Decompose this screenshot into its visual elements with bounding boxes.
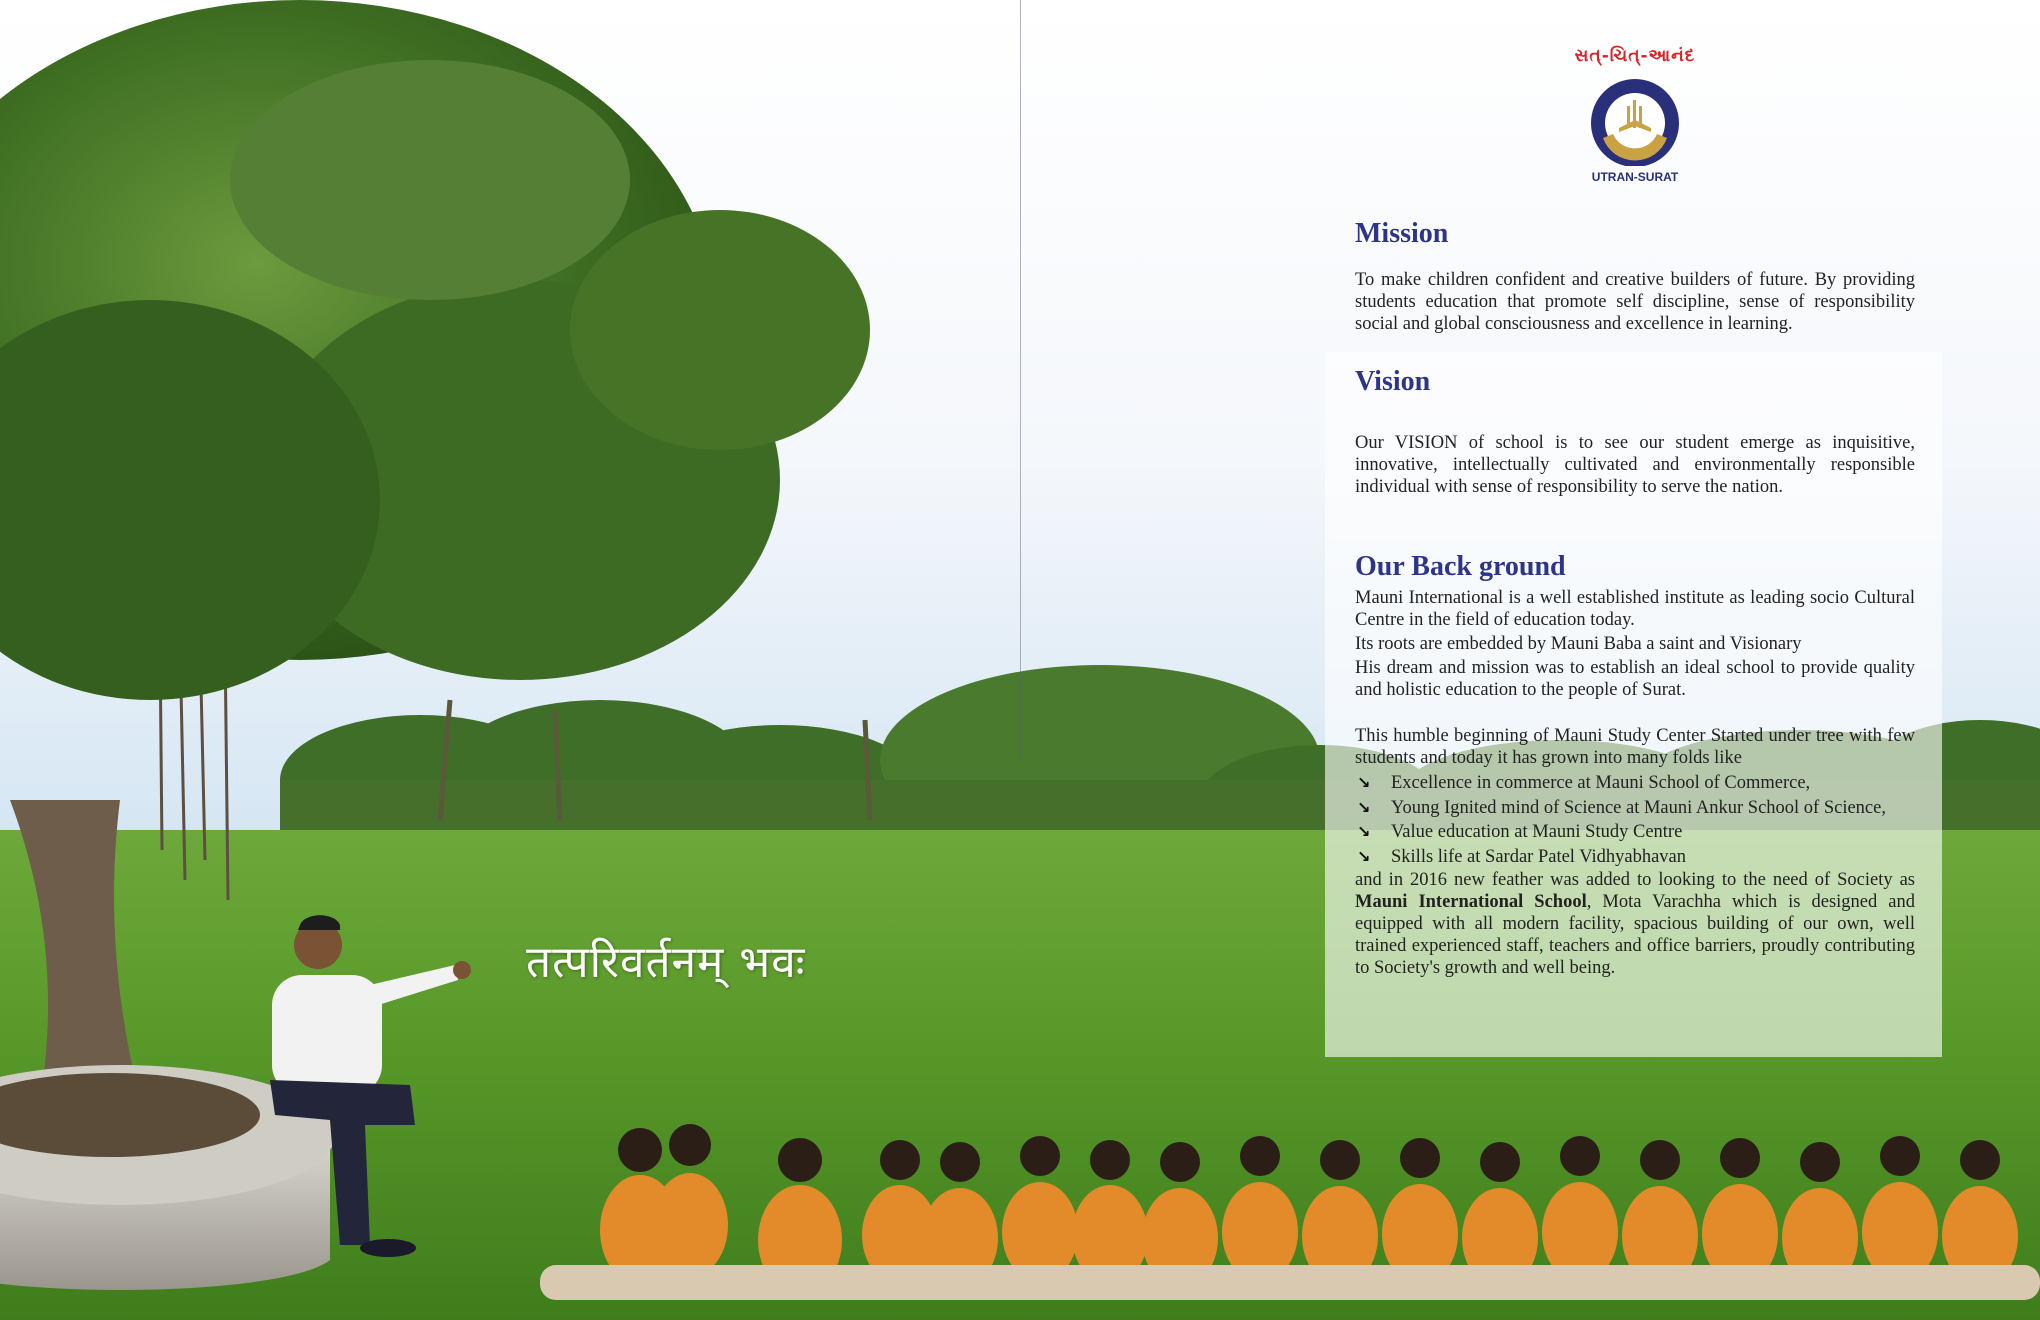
- vision-heading: Vision: [1355, 366, 1431, 397]
- list-item: ↘ Excellence in commerce at Mauni School of Commerce,: [1355, 771, 1915, 796]
- background-paragraph-1: Mauni International is a well established institute as leading socio Cultural Centre in the field of education today.: [1355, 588, 1915, 630]
- institutions-list: [1355, 771, 1915, 869]
- background-heading: Our Back ground: [1355, 551, 1566, 582]
- background-paragraph-3: His dream and mission was to establish an ideal school to provide quality and holistic education to the people of Surat.: [1355, 658, 1915, 700]
- background-paragraph-2: Its roots are embedded by Mauni Baba a saint and Visionary: [1355, 634, 1802, 654]
- background-paragraph-4: This humble beginning of Mauni Study Center Started under tree with few students and today it has grown into many folds like: [1355, 726, 1915, 768]
- list-item: ↘ Skills life at Sardar Patel Vidhyabhavan: [1355, 845, 1915, 870]
- brand-city: UTRAN-SURAT: [1591, 170, 1679, 184]
- mission-heading: Mission: [1355, 218, 1449, 249]
- background-paragraph-5: and in 2016 new feather was added to looking to the need of Society as Mauni International School, Mota Varachha which is designed and equipped with all modern facility, spacious building of our own, well trained experienced staff, teachers and office barriers, proudly contributing to Society's growth and well being.: [1355, 870, 1915, 978]
- sanskrit-motto-overlay: तत्परिवर्तनम् भवः: [526, 937, 806, 988]
- arrow-down-right-icon: ↘: [1357, 846, 1371, 866]
- brand-motto: સત્-ચિત્-આનંદ: [1574, 46, 1696, 66]
- arrow-down-right-icon: ↘: [1357, 822, 1371, 841]
- text-content-column: [1355, 218, 1915, 979]
- list-item: ↘ Young Ignited mind of Science at Mauni Ankur School of Science,: [1355, 796, 1915, 821]
- arrow-down-right-icon: ↘: [1357, 773, 1371, 792]
- school-logo-emblem: [1577, 76, 1693, 166]
- list-item: ↘ Value education at Mauni Study Centre: [1355, 820, 1915, 845]
- mission-text: To make children confident and creative builders of future. By providing students education that promote self discipline, sense of responsibility social and global consciousness and excellence in learning.: [1355, 270, 1915, 334]
- arrow-down-right-icon: ↘: [1357, 797, 1371, 817]
- school-brand: [1510, 46, 1760, 206]
- page-fold-line: [1020, 0, 1021, 760]
- school-name-bold: Mauni International School: [1355, 892, 1587, 912]
- vision-text: Our VISION of school is to see our student emerge as inquisitive, innovative, intellectually cultivated and environmentally responsible individual with sense of responsibility to serve the nation.: [1355, 433, 1915, 497]
